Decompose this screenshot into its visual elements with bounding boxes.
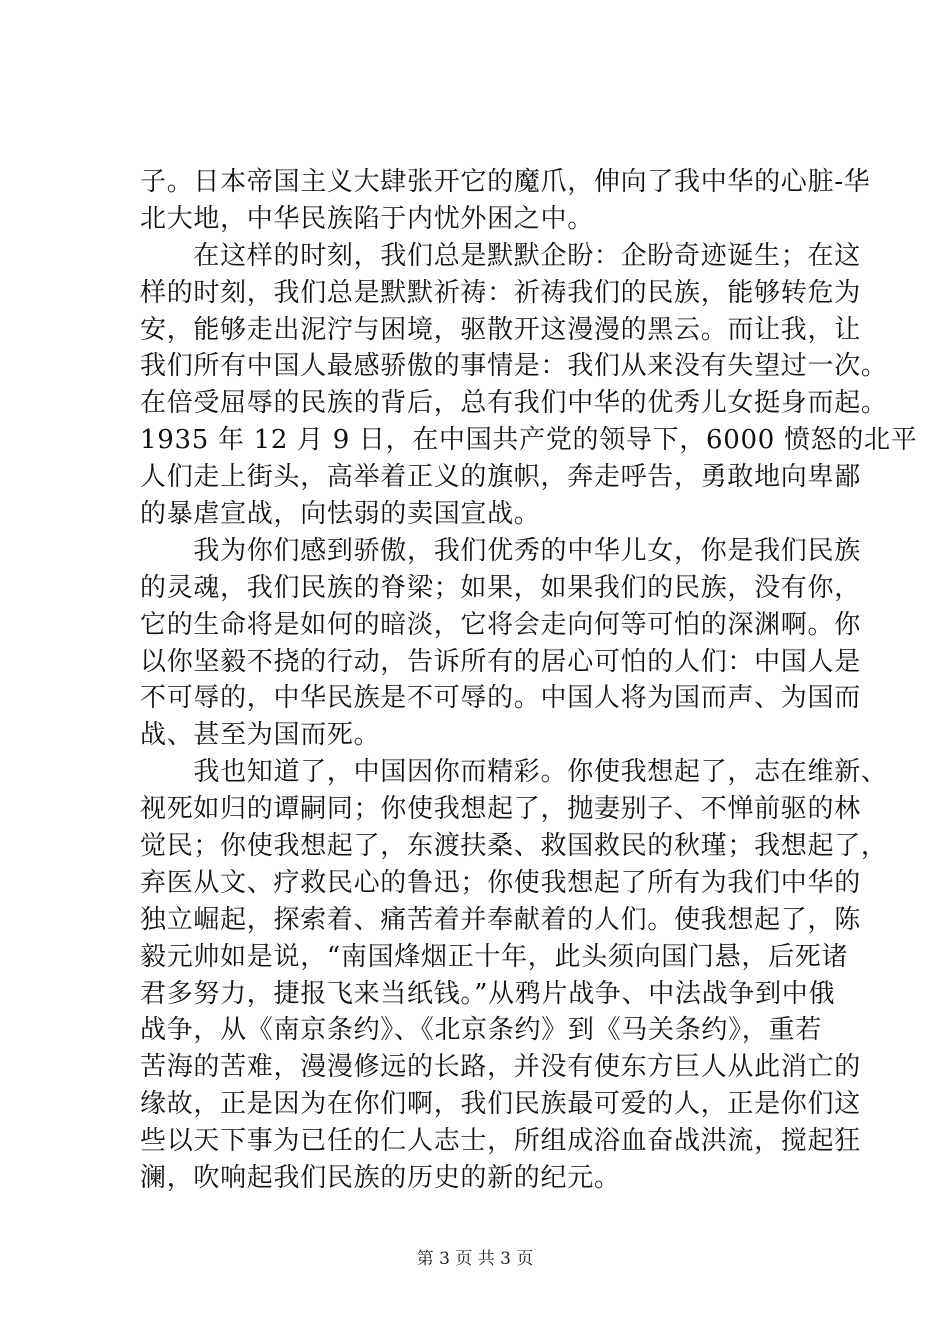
text-line: 毅元帅如是说，“南国烽烟正十年，此头须向国门悬，后死诸: [140, 941, 849, 972]
text-line: 缘故，正是因为在你们啊，我们民族最可爱的人，正是你们这: [140, 1089, 861, 1120]
text-line: 战、甚至为国而死。: [140, 720, 381, 751]
text-line: 澜，吹响起我们民族的历史的新的纪元。: [140, 1163, 621, 1194]
text-line: 君多努力，捷报飞来当纸钱。”从鸦片战争、中法战争到中俄: [140, 978, 836, 1009]
text-line: 苦海的苦难，漫漫修远的长路，并没有使东方巨人从此消亡的: [140, 1052, 861, 1083]
text-line: 觉民；你使我想起了，东渡扶桑、救国救民的秋瑾；我想起了，: [140, 831, 888, 862]
text-line: 1935 年 12 月 9 日，在中国共产党的领导下，6000 愤怒的北平: [140, 425, 918, 456]
text-line: 人们走上街头，高举着正义的旗帜，奔走呼告，勇敢地向卑鄙: [140, 462, 861, 493]
text-line: 视死如归的谭嗣同；你使我想起了，抛妻别子、不惮前驱的林: [140, 794, 861, 825]
text-line: 北大地，中华民族陷于内忧外困之中。: [140, 203, 594, 234]
page-footer: [0, 1244, 950, 1269]
text-line: 的灵魂，我们民族的脊梁；如果，如果我们的民族，没有你，: [140, 572, 861, 603]
text-line: 样的时刻，我们总是默默祈祷：祈祷我们的民族，能够转危为: [140, 277, 861, 308]
text-line: 我也知道了，中国因你而精彩。你使我想起了，志在维新、: [140, 757, 888, 788]
text-line: 我为你们感到骄傲，我们优秀的中华儿女，你是我们民族: [140, 535, 861, 566]
text-line: 我们所有中国人最感骄傲的事情是：我们从来没有失望过一次。: [140, 351, 888, 382]
text-line: 安，能够走出泥泞与困境，驱散开这漫漫的黑云。而让我，让: [140, 314, 861, 345]
text-line: 在倍受屈辱的民族的背后，总有我们中华的优秀儿女挺身而起。: [140, 388, 888, 419]
text-line: 独立崛起，探索着、痛苦着并奉献着的人们。使我想起了，陈: [140, 904, 861, 935]
text-line: 些以天下事为已任的仁人志士，所组成浴血奋战洪流，搅起狂: [140, 1126, 861, 1157]
text-line: 在这样的时刻，我们总是默默企盼：企盼奇迹诞生；在这: [140, 240, 861, 271]
text-line: 不可辱的，中华民族是不可辱的。中国人将为国而声、为国而: [140, 683, 861, 714]
text-line: 战争，从《南京条约》、《北京条约》到《马关条约》，重若: [140, 1015, 822, 1046]
text-line: 以你坚毅不挠的行动，告诉所有的居心可怕的人们：中国人是: [140, 646, 861, 677]
body-text: [140, 164, 918, 1197]
text-line: 的暴虐宣战，向怯弱的卖国宣战。: [140, 499, 541, 530]
text-line: 子。日本帝国主义大肆张开它的魔爪，伸向了我中华的心脏-华: [140, 167, 871, 197]
page-number-label: 第 3 页 共 3 页: [416, 1249, 534, 1269]
text-line: 弃医从文、疗救民心的鲁迅；你使我想起了所有为我们中华的: [140, 867, 861, 898]
text-line: 它的生命将是如何的暗淡，它将会走向何等可怕的深渊啊。你: [140, 609, 861, 640]
